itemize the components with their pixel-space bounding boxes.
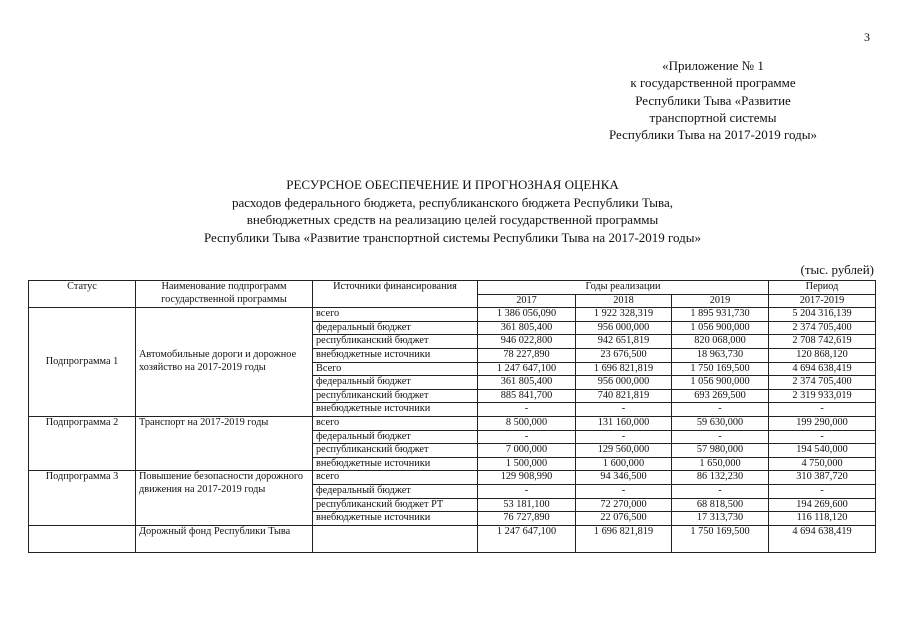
amount-y2019: - xyxy=(672,403,769,417)
amount-y2017: 1 247 647,100 xyxy=(478,362,576,376)
subprogram-status: Подпрограмма 3 xyxy=(29,471,136,525)
appendix-line: к государственной программе xyxy=(630,75,796,91)
appendix-header xyxy=(553,57,873,143)
amount-y2019: 1 056 900,000 xyxy=(672,376,769,390)
title-line: РЕСУРСНОЕ ОБЕСПЕЧЕНИЕ И ПРОГНОЗНАЯ ОЦЕНКА xyxy=(286,177,619,192)
fund-name: Дорожный фонд Республики Тыва xyxy=(136,525,313,552)
table-row xyxy=(29,416,876,430)
amount-y2019: 57 980,000 xyxy=(672,444,769,458)
amount-period: 116 118,120 xyxy=(769,512,876,526)
fund-status xyxy=(29,525,136,552)
funding-source: всего xyxy=(313,416,478,430)
amount-y2017: 885 841,700 xyxy=(478,389,576,403)
amount-y2019: 1 650,000 xyxy=(672,457,769,471)
title-line: внебюджетных средств на реализацию целей государственной программы xyxy=(246,212,659,227)
amount-y2018: 129 560,000 xyxy=(576,444,672,458)
amount-y2018: 956 000,000 xyxy=(576,321,672,335)
amount-y2019: 86 132,230 xyxy=(672,471,769,485)
fund-row xyxy=(29,525,876,552)
header-years: Годы реализации xyxy=(478,281,769,295)
appendix-line: Республики Тыва «Развитие xyxy=(635,92,791,108)
amount-period: - xyxy=(769,403,876,417)
amount-period: 4 750,000 xyxy=(769,457,876,471)
header-2018: 2018 xyxy=(576,294,672,308)
funding-source: всего xyxy=(313,308,478,322)
funding-source: Всего xyxy=(313,362,478,376)
amount-y2017: - xyxy=(478,430,576,444)
amount-period: 2 374 705,400 xyxy=(769,321,876,335)
amount-period: 2 708 742,619 xyxy=(769,335,876,349)
amount-y2018: 956 000,000 xyxy=(576,376,672,390)
amount-period: 2 319 933,019 xyxy=(769,389,876,403)
amount-period: 194 269,600 xyxy=(769,498,876,512)
page-number: 3 xyxy=(864,30,870,44)
funding-source: республиканский бюджет РТ xyxy=(313,498,478,512)
amount-period: 310 387,720 xyxy=(769,471,876,485)
funding-source: федеральный бюджет xyxy=(313,321,478,335)
funding-source: всего xyxy=(313,471,478,485)
amount-y2019: 59 630,000 xyxy=(672,416,769,430)
amount-y2018: 131 160,000 xyxy=(576,416,672,430)
funding-source: федеральный бюджет xyxy=(313,430,478,444)
amount-y2018: 22 076,500 xyxy=(576,512,672,526)
fund-amount-period: 4 694 638,419 xyxy=(769,525,876,552)
amount-period: 120 868,120 xyxy=(769,348,876,362)
amount-y2018: 23 676,500 xyxy=(576,348,672,362)
title-line: Республики Тыва «Развитие транспортной системы Республики Тыва на 2017-2019 годы» xyxy=(203,229,701,245)
amount-y2017: 946 022,800 xyxy=(478,335,576,349)
header-2017: 2017 xyxy=(478,294,576,308)
amount-y2018: 72 270,000 xyxy=(576,498,672,512)
subprogram-status: Подпрограмма 2 xyxy=(29,416,136,470)
unit-note: (тыс. рублей) xyxy=(800,262,874,277)
amount-y2018: - xyxy=(576,403,672,417)
amount-y2019: 820 068,000 xyxy=(672,335,769,349)
funding-source: республиканский бюджет xyxy=(313,389,478,403)
funding-source: федеральный бюджет xyxy=(313,484,478,498)
amount-period: 2 374 705,400 xyxy=(769,376,876,390)
amount-y2019: - xyxy=(672,484,769,498)
subprogram-name: Автомобильные дороги и дорожное хозяйство на 2017-2019 годы xyxy=(136,308,313,417)
funding-source: внебюджетные источники xyxy=(313,457,478,471)
amount-y2017: 53 181,100 xyxy=(478,498,576,512)
amount-y2017: 1 500,000 xyxy=(478,457,576,471)
table-row xyxy=(29,471,876,485)
amount-period: - xyxy=(769,484,876,498)
fund-amount-y2017: 1 247 647,100 xyxy=(478,525,576,552)
amount-y2019: 1 895 931,730 xyxy=(672,308,769,322)
table-header xyxy=(29,281,876,308)
amount-y2017: 1 386 056,090 xyxy=(478,308,576,322)
amount-y2018: 94 346,500 xyxy=(576,471,672,485)
header-period-group: Период xyxy=(769,281,876,295)
title-line: расходов федерального бюджета, республиканского бюджета Республики Тыва, xyxy=(231,194,673,210)
amount-period: 5 204 316,139 xyxy=(769,308,876,322)
funding-source: республиканский бюджет xyxy=(313,444,478,458)
fund-source xyxy=(313,525,478,552)
amount-y2017: - xyxy=(478,484,576,498)
funding-source: республиканский бюджет xyxy=(313,335,478,349)
funding-source: федеральный бюджет xyxy=(313,376,478,390)
header-2019: 2019 xyxy=(672,294,769,308)
table-body xyxy=(29,308,876,553)
amount-y2018: 740 821,819 xyxy=(576,389,672,403)
amount-y2017: 361 805,400 xyxy=(478,321,576,335)
amount-y2019: - xyxy=(672,430,769,444)
subprogram-status: Подпрограмма 1 xyxy=(29,308,136,417)
amount-y2019: 693 269,500 xyxy=(672,389,769,403)
amount-period: 194 540,000 xyxy=(769,444,876,458)
appendix-line: транспортной системы xyxy=(649,109,777,125)
appendix-line: Республики Тыва на 2017-2019 годы» xyxy=(608,127,818,143)
header-name: Наименование подпрограмм государственной программы xyxy=(136,281,313,308)
amount-y2018: - xyxy=(576,484,672,498)
amount-y2018: 1 600,000 xyxy=(576,457,672,471)
budget-table xyxy=(28,280,876,553)
funding-source: внебюджетные источники xyxy=(313,348,478,362)
amount-y2018: 1 696 821,819 xyxy=(576,362,672,376)
amount-y2017: 129 908,990 xyxy=(478,471,576,485)
amount-period: 199 290,000 xyxy=(769,416,876,430)
subprogram-name: Повышение безопасности дорожного движения на 2017-2019 годы xyxy=(136,471,313,525)
header-status: Статус xyxy=(29,281,136,308)
amount-y2019: 1 056 900,000 xyxy=(672,321,769,335)
amount-y2017: 8 500,000 xyxy=(478,416,576,430)
amount-y2017: 76 727,890 xyxy=(478,512,576,526)
amount-y2019: 17 313,730 xyxy=(672,512,769,526)
document-title xyxy=(0,176,905,246)
fund-amount-y2018: 1 696 821,819 xyxy=(576,525,672,552)
amount-y2017: 7 000,000 xyxy=(478,444,576,458)
table-row xyxy=(29,308,876,322)
amount-y2019: 1 750 169,500 xyxy=(672,362,769,376)
amount-y2018: 942 651,819 xyxy=(576,335,672,349)
header-source: Источники финансирования xyxy=(313,281,478,308)
amount-y2017: 361 805,400 xyxy=(478,376,576,390)
amount-y2018: 1 922 328,319 xyxy=(576,308,672,322)
amount-y2019: 68 818,500 xyxy=(672,498,769,512)
amount-period: - xyxy=(769,430,876,444)
amount-y2017: 78 227,890 xyxy=(478,348,576,362)
amount-y2017: - xyxy=(478,403,576,417)
amount-period: 4 694 638,419 xyxy=(769,362,876,376)
subprogram-name: Транспорт на 2017-2019 годы xyxy=(136,416,313,470)
funding-source: внебюджетные источники xyxy=(313,512,478,526)
header-period: 2017-2019 xyxy=(769,294,876,308)
fund-amount-y2019: 1 750 169,500 xyxy=(672,525,769,552)
amount-y2018: - xyxy=(576,430,672,444)
appendix-line: «Приложение № 1 xyxy=(662,58,764,73)
amount-y2019: 18 963,730 xyxy=(672,348,769,362)
funding-source: внебюджетные источники xyxy=(313,403,478,417)
